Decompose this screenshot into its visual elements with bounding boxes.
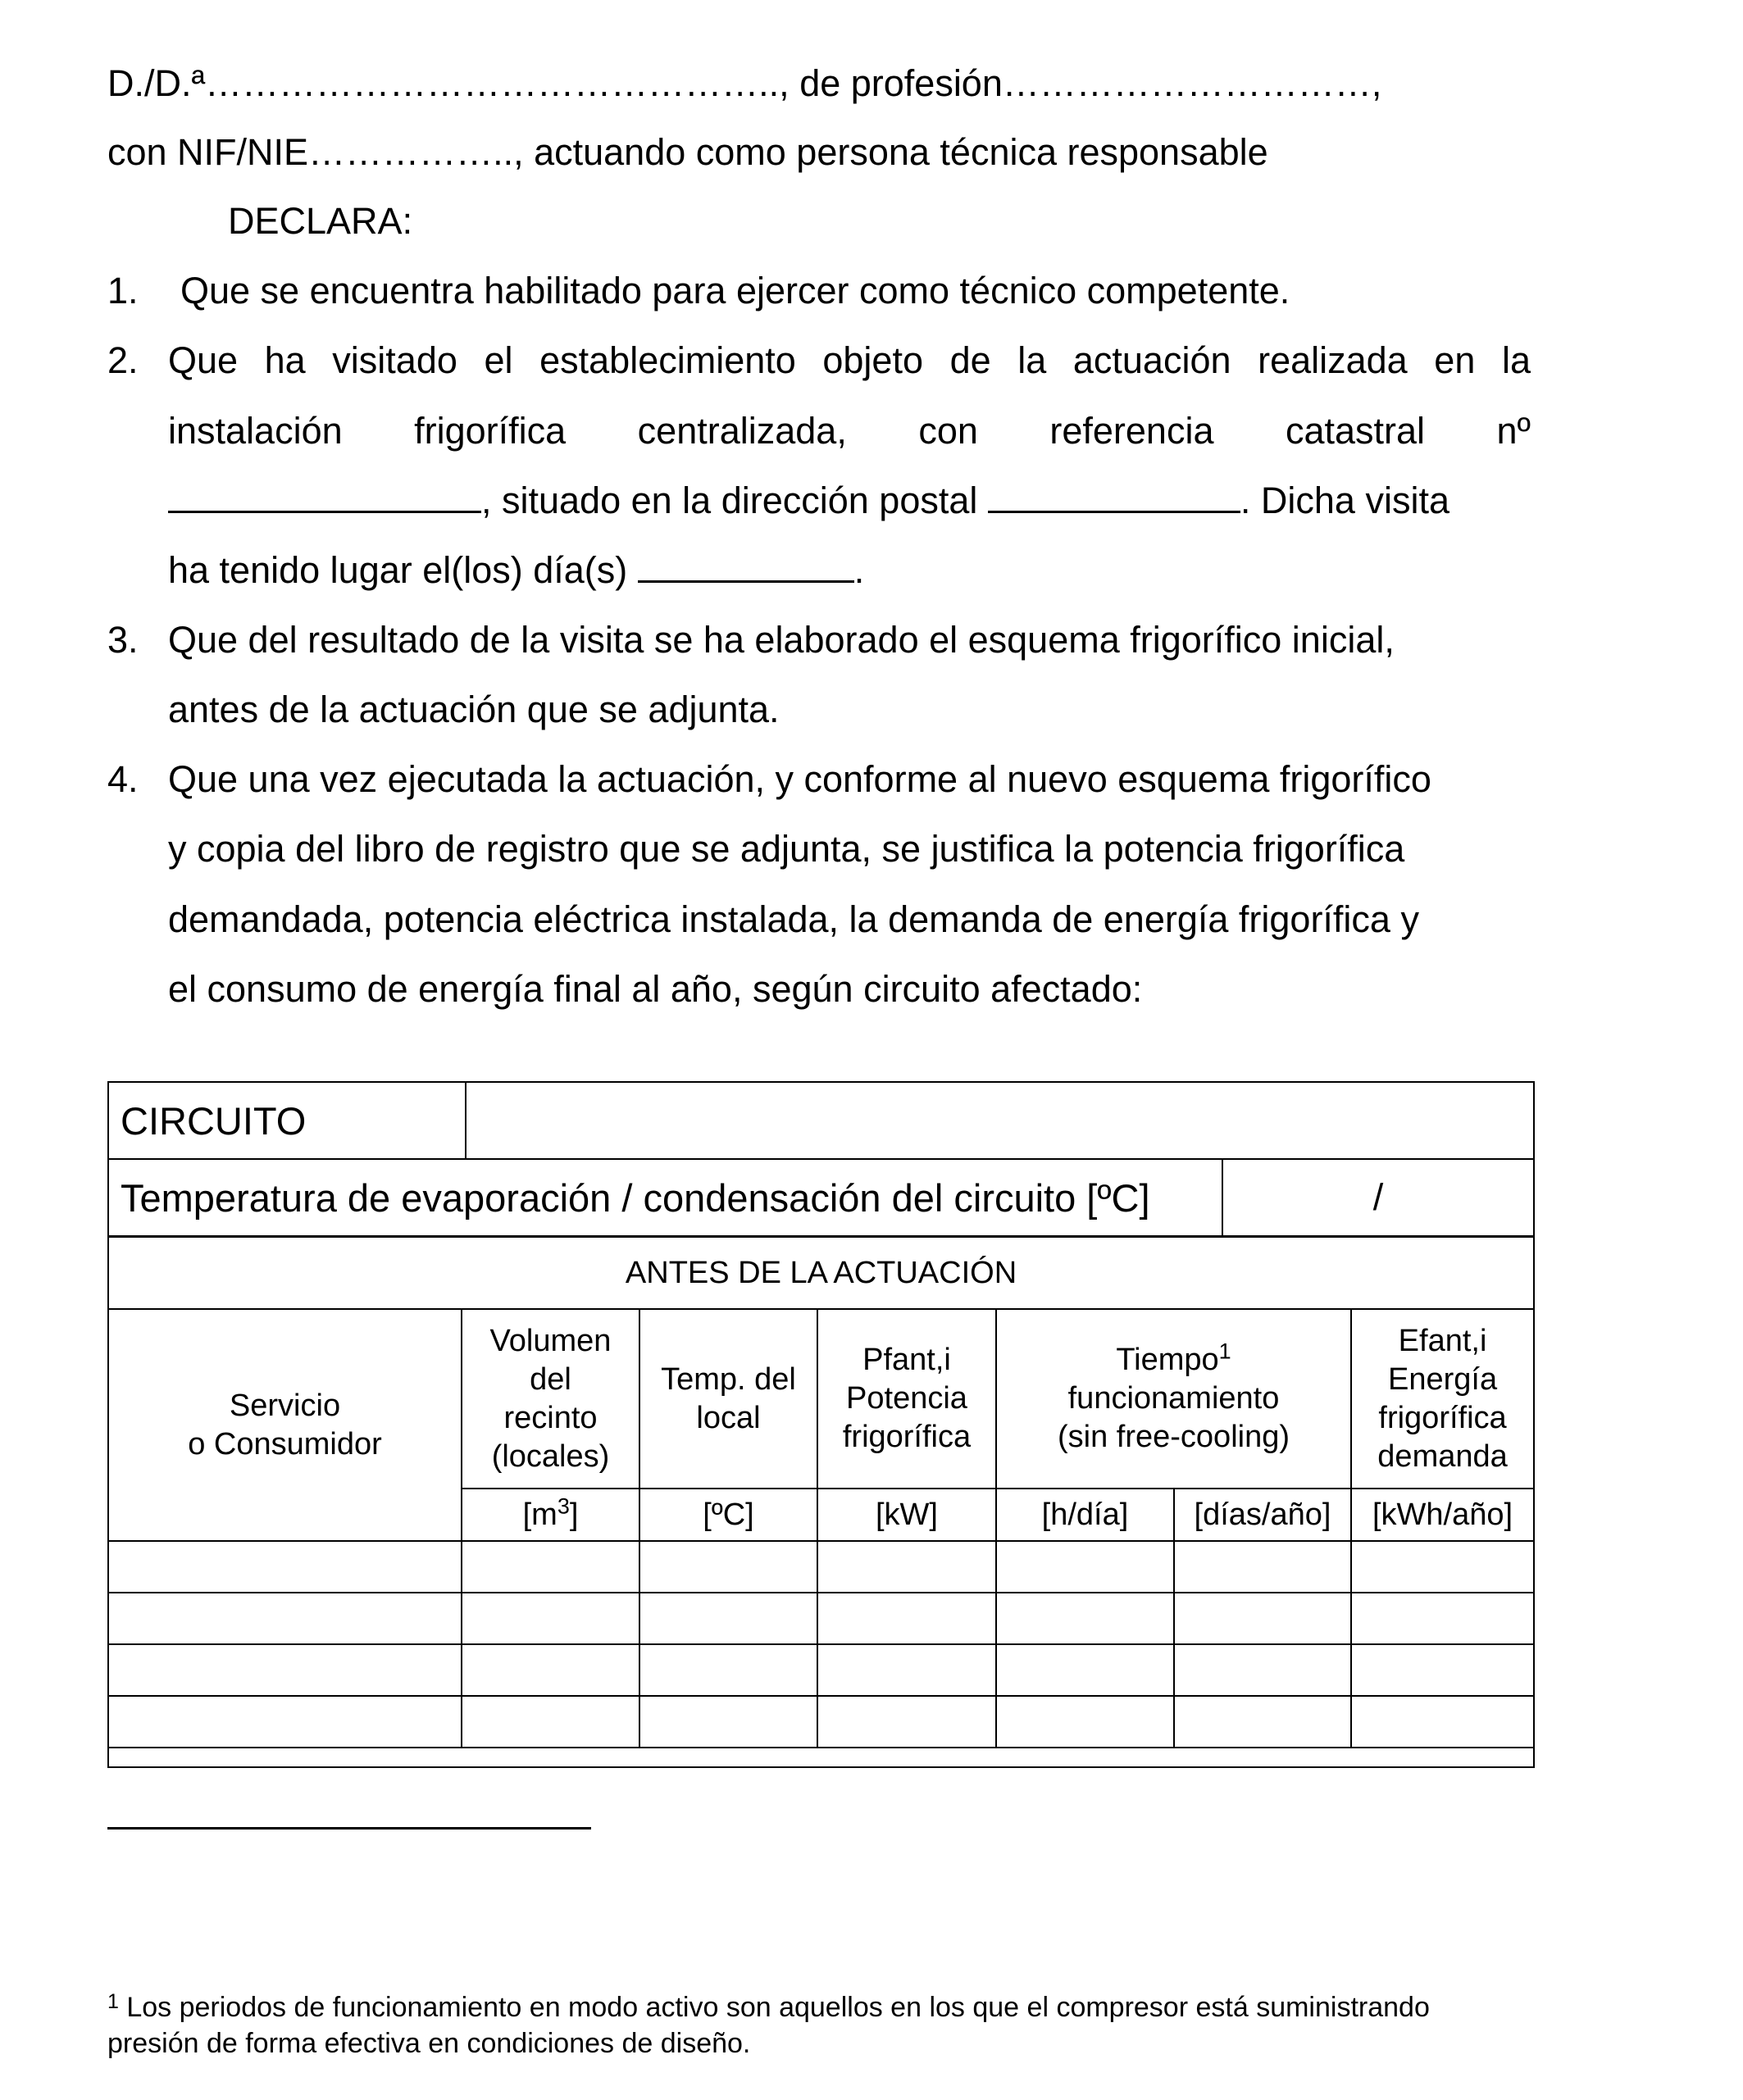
- circuit-table: [107, 1081, 1535, 1237]
- unit-sup: 3: [557, 1493, 570, 1518]
- table-cell[interactable]: [639, 1696, 817, 1748]
- table-cell[interactable]: [996, 1541, 1174, 1593]
- footnote-marker: 1: [107, 1990, 119, 2013]
- header-text: Volumen: [489, 1323, 612, 1358]
- table-cell[interactable]: [996, 1696, 1174, 1748]
- footnote-separator: [107, 1827, 591, 1830]
- nif-field[interactable]: ……………..,: [308, 131, 524, 173]
- table-cell[interactable]: [817, 1541, 996, 1593]
- header-text: demanda: [1377, 1439, 1508, 1474]
- header-tiempo: [996, 1309, 1351, 1489]
- word: referencia: [1049, 410, 1214, 452]
- header-text: frigorífica: [1378, 1400, 1507, 1435]
- unit-energia: [kWh/año]: [1351, 1489, 1534, 1541]
- unit-text: [m: [522, 1497, 557, 1532]
- header-text: recinto: [503, 1400, 598, 1435]
- header-text: Tiempo: [1116, 1343, 1219, 1377]
- visit-date-label: ha tenido lugar el(los) día(s): [168, 549, 628, 591]
- table-row: [108, 1541, 1534, 1593]
- header-text: Temp. del: [661, 1361, 796, 1397]
- table-cell[interactable]: [639, 1541, 817, 1593]
- footnote-line1: [107, 1989, 1550, 2025]
- table-cell[interactable]: [1351, 1696, 1534, 1748]
- address-label: , situado en la dirección postal: [481, 480, 978, 521]
- unit-volumen: [462, 1489, 639, 1541]
- postal-address-field[interactable]: [988, 481, 1240, 513]
- header-text: funcionamiento: [1067, 1381, 1280, 1416]
- item-2-line4: [168, 549, 864, 592]
- table-cell[interactable]: [108, 1593, 462, 1644]
- table-bottom-cell: [108, 1748, 1534, 1767]
- word: nº: [1496, 410, 1531, 452]
- table-cell[interactable]: [996, 1644, 1174, 1696]
- unit-text: ]: [569, 1497, 579, 1532]
- header-text: del: [530, 1361, 571, 1397]
- table-cell[interactable]: [639, 1593, 817, 1644]
- footnote: [107, 1989, 1550, 2061]
- header-servicio-line2: o Consumidor: [188, 1426, 382, 1461]
- section-title: ANTES DE LA ACTUACIÓN: [108, 1237, 1534, 1309]
- table-cell[interactable]: [462, 1593, 639, 1644]
- item-1-text: Que se encuentra habilitado para ejercer como técnico competente.: [180, 270, 1290, 311]
- item-3-number: 3.: [107, 619, 139, 661]
- word: con: [918, 410, 978, 452]
- visit-date-field[interactable]: [638, 551, 854, 583]
- table-row: [108, 1644, 1534, 1696]
- declara-heading: DECLARA:: [228, 200, 413, 242]
- unit-temp: [ºC]: [639, 1489, 817, 1541]
- circuit-label: CIRCUITO: [108, 1082, 466, 1159]
- profession-field[interactable]: …………………………,: [1002, 62, 1382, 104]
- header-text: Potencia: [846, 1381, 967, 1416]
- table-row: [108, 1593, 1534, 1644]
- header-text: Energía: [1387, 1361, 1498, 1397]
- header-text: local: [696, 1400, 761, 1435]
- item-2-line2: [168, 410, 1531, 452]
- item-1-number: 1.: [107, 270, 139, 311]
- name-field[interactable]: ………………………………………..,: [205, 62, 790, 104]
- unit-dias: [días/año]: [1174, 1489, 1351, 1541]
- item-4-line2: y copia del libro de registro que se adjunta, se justifica la potencia frigorífica: [168, 828, 1405, 870]
- unit-hdia: [h/día]: [996, 1489, 1174, 1541]
- name-label: D./D.ª: [107, 62, 206, 104]
- table-cell[interactable]: [817, 1644, 996, 1696]
- nif-line: [107, 131, 1268, 174]
- header-text: frigorífica: [842, 1420, 972, 1454]
- item-4-number: 4.: [107, 758, 139, 800]
- header-servicio: [108, 1309, 462, 1541]
- header-efant: [1351, 1309, 1534, 1489]
- header-tiempo-line1: [1000, 1341, 1347, 1380]
- item-2-line3: [168, 480, 1449, 522]
- item-2-number: 2.: [107, 339, 139, 381]
- item-2-line1: Que ha visitado el establecimiento objeto de la actuación realizada en la: [168, 339, 1531, 381]
- table-cell[interactable]: [1174, 1541, 1351, 1593]
- unit-pot: [kW]: [817, 1489, 996, 1541]
- nif-label: con NIF/NIE: [107, 131, 309, 173]
- table-cell[interactable]: [1351, 1593, 1534, 1644]
- table-cell[interactable]: [1351, 1541, 1534, 1593]
- table-row: [108, 1696, 1534, 1748]
- header-servicio-line1: Servicio: [229, 1388, 341, 1423]
- footnote-line2: presión de forma efectiva en condiciones de diseño.: [107, 2028, 751, 2059]
- table-cell[interactable]: [462, 1696, 639, 1748]
- cadastral-ref-field[interactable]: [168, 481, 481, 513]
- word: frigorífica: [414, 410, 567, 452]
- table-cell[interactable]: [462, 1644, 639, 1696]
- table-cell[interactable]: [108, 1541, 462, 1593]
- table-cell[interactable]: [1174, 1644, 1351, 1696]
- circuit-value-cell[interactable]: [466, 1082, 1534, 1159]
- item-4-line4: el consumo de energía final al año, según circuito afectado:: [168, 968, 1143, 1010]
- word: centralizada,: [637, 410, 847, 452]
- header-temp-local: [639, 1309, 817, 1489]
- item-3-line2: antes de la actuación que se adjunta.: [168, 689, 780, 730]
- header-text: Efant,i: [1398, 1323, 1487, 1358]
- table-cell[interactable]: [817, 1696, 996, 1748]
- item-4-line3: demandada, potencia eléctrica instalada, la demanda de energía frigorífica y: [168, 898, 1419, 940]
- footnote-text: Los periodos de funcionamiento en modo activo son aquellos en los que el compresor está suministrando: [118, 1992, 1430, 2023]
- header-text: (sin free-cooling): [1058, 1420, 1290, 1454]
- header-pfant: [817, 1309, 996, 1489]
- item-3-line1: Que del resultado de la visita se ha elaborado el esquema frigorífico inicial,: [168, 619, 1395, 661]
- table-cell[interactable]: [996, 1593, 1174, 1644]
- item-4-line1: Que una vez ejecutada la actuación, y conforme al nuevo esquema frigorífico: [168, 758, 1431, 800]
- table-cell[interactable]: [1174, 1593, 1351, 1644]
- table-cell[interactable]: [1351, 1644, 1534, 1696]
- word: catastral: [1285, 410, 1426, 452]
- table-cell[interactable]: [1174, 1696, 1351, 1748]
- word: instalación: [168, 410, 343, 452]
- name-line: [107, 62, 1381, 105]
- footnote-ref: 1: [1218, 1339, 1231, 1364]
- temperature-value-cell[interactable]: /: [1222, 1159, 1534, 1236]
- table-cell[interactable]: [108, 1644, 462, 1696]
- before-actuation-table: [107, 1236, 1535, 1768]
- table-cell[interactable]: [462, 1541, 639, 1593]
- role-text: actuando como persona técnica responsable: [523, 131, 1268, 173]
- table-bottom-row: [108, 1748, 1534, 1767]
- period: .: [853, 549, 865, 591]
- table-cell[interactable]: [817, 1593, 996, 1644]
- header-volumen: [462, 1309, 639, 1489]
- temperature-label: Temperatura de evaporación / condensación del circuito [ºC]: [108, 1159, 1222, 1236]
- table-cell[interactable]: [108, 1696, 462, 1748]
- profession-label: de profesión: [789, 62, 1003, 104]
- table-cell[interactable]: [639, 1644, 817, 1696]
- header-text: Pfant,i: [862, 1343, 951, 1377]
- visit-label: . Dicha visita: [1240, 480, 1449, 521]
- header-text: (locales): [491, 1439, 610, 1474]
